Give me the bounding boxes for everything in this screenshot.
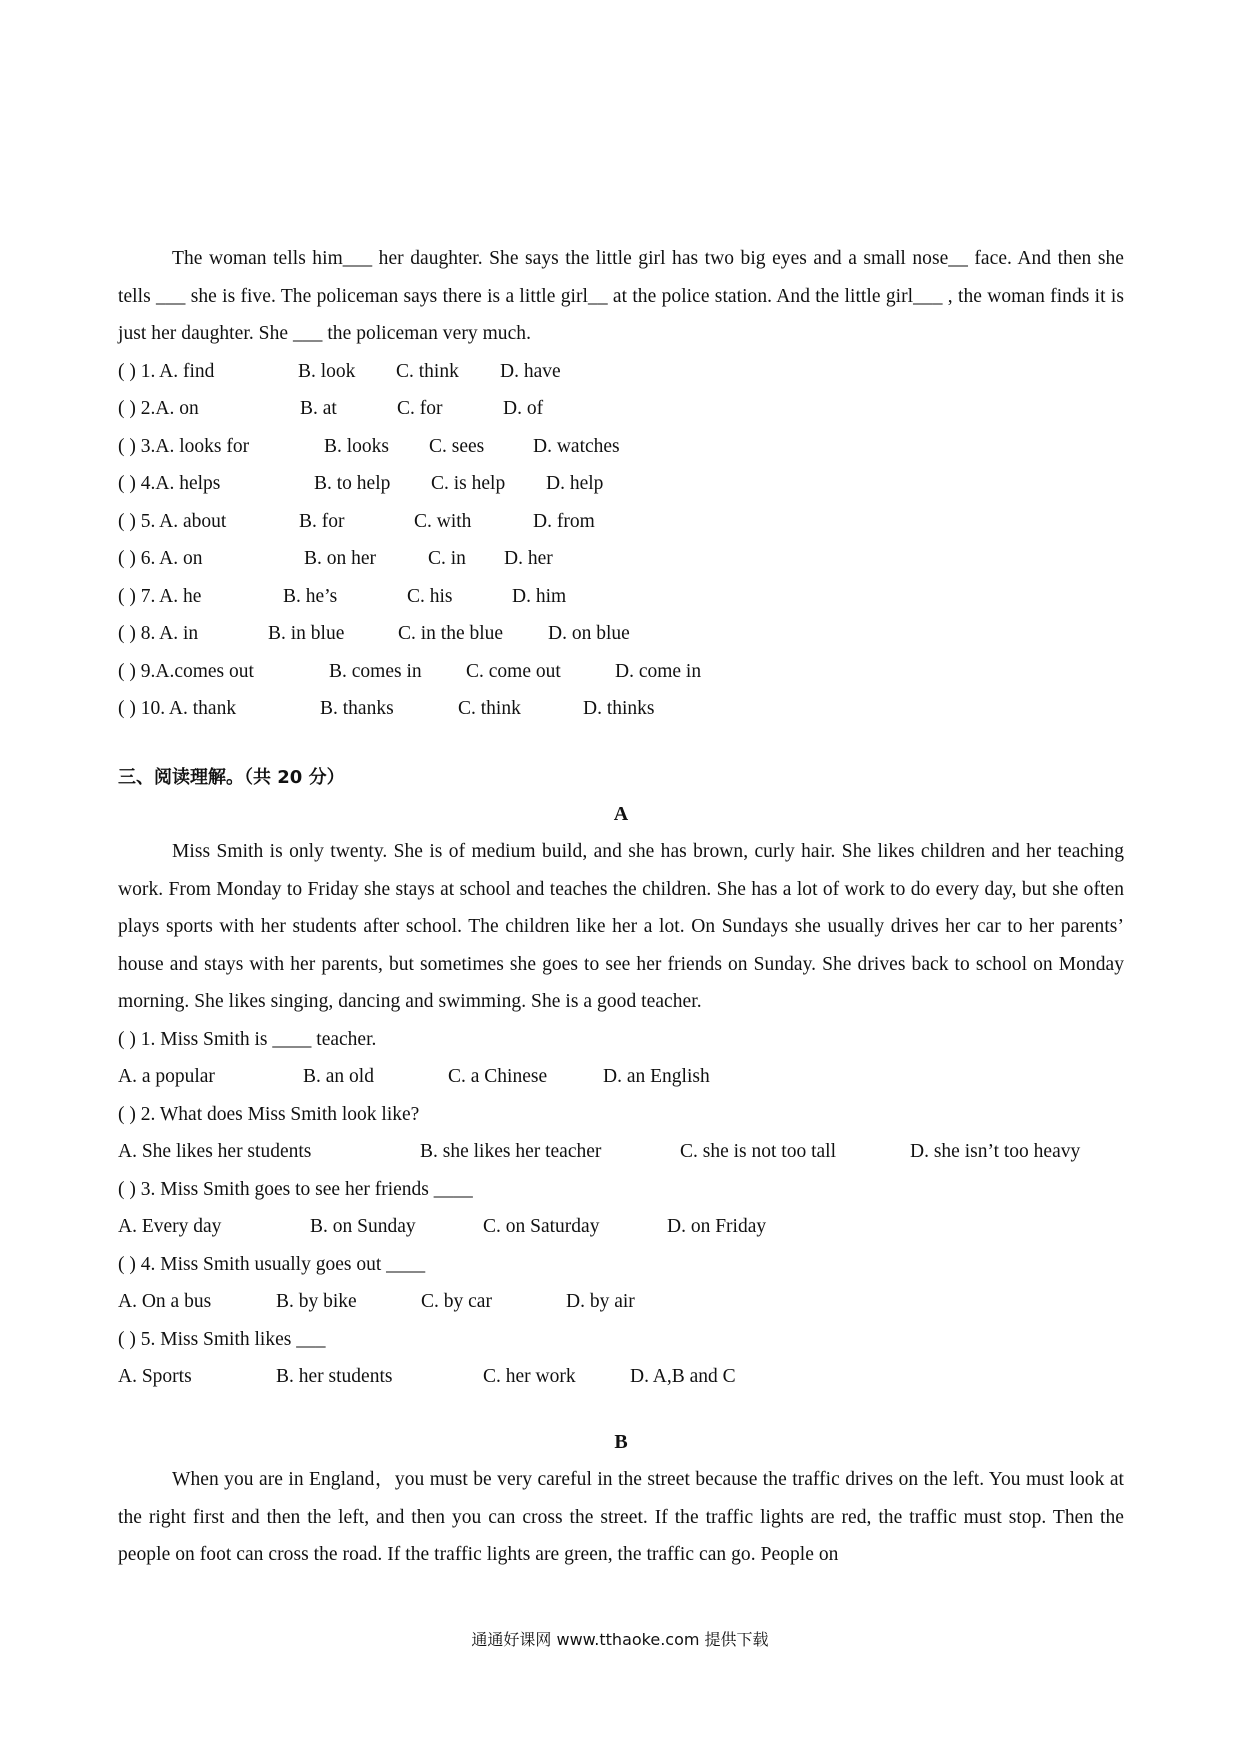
option-c: C. on Saturday — [483, 1216, 600, 1237]
question-stem — [118, 1171, 1124, 1209]
stem-text: ( ) 2. What does Miss Smith look like? — [118, 1103, 420, 1125]
stem-text: ( ) 4. Miss Smith usually goes out ____ — [118, 1253, 426, 1275]
option-d: D. A,B and C — [630, 1366, 736, 1387]
cloze-question — [118, 390, 1124, 428]
option-d: D. thinks — [583, 698, 655, 719]
cloze-question — [118, 615, 1124, 653]
option-b: B. at — [300, 398, 337, 419]
option-d: D. him — [512, 585, 567, 607]
option-c: C. in — [428, 548, 466, 569]
option-a: ( ) 8. A. in — [118, 623, 199, 644]
option-a: ( ) 1. A. find — [118, 360, 215, 382]
cloze-question — [118, 690, 1124, 728]
passage-a-questions — [118, 1021, 1124, 1396]
option-d: D. she isn’t too heavy — [910, 1141, 1081, 1162]
option-a: A. She likes her students — [118, 1141, 312, 1162]
cloze-question — [118, 540, 1124, 578]
option-d: D. from — [533, 510, 595, 532]
option-c: C. come out — [466, 660, 561, 682]
question-stem — [118, 1246, 1124, 1284]
stem-text: ( ) 1. Miss Smith is ____ teacher. — [118, 1028, 377, 1050]
question-options — [118, 1133, 1124, 1171]
page-footer: 通通好课网 www.tthaoke.com 提供下载 — [471, 1630, 769, 1649]
option-a: ( ) 6. A. on — [118, 548, 203, 569]
cloze-question — [118, 653, 1124, 691]
cloze-question — [118, 428, 1124, 466]
option-c: C. in the blue — [398, 623, 504, 644]
option-b: B. on Sunday — [310, 1216, 416, 1237]
option-b: B. on her — [304, 548, 377, 569]
option-c: C. is help — [431, 473, 506, 494]
section-title: 三、阅读理解。（共 20 分） — [118, 766, 345, 788]
document-page — [118, 240, 1124, 1574]
option-b: B. by bike — [276, 1291, 357, 1312]
option-c: C. for — [397, 398, 443, 419]
option-b: B. in blue — [268, 623, 345, 644]
option-b: B. he’s — [283, 585, 338, 607]
passage-a-label: A — [613, 802, 629, 825]
question-options — [118, 1208, 1124, 1246]
option-a: A. Every day — [118, 1216, 222, 1237]
cloze-question-list — [118, 353, 1124, 728]
option-b: B. her students — [276, 1366, 393, 1387]
option-d: D. come in — [615, 660, 702, 682]
option-a: A. a popular — [118, 1066, 215, 1087]
option-b: B. look — [298, 360, 356, 382]
option-d: D. of — [503, 398, 544, 419]
option-a: ( ) 2.A. on — [118, 398, 199, 419]
question-stem — [118, 1021, 1124, 1059]
option-a: A. Sports — [118, 1366, 192, 1387]
option-b: B. to help — [314, 473, 391, 494]
cloze-question — [118, 578, 1124, 616]
option-d: D. an English — [603, 1066, 710, 1087]
option-a: ( ) 5. A. about — [118, 510, 227, 532]
stem-text: ( ) 3. Miss Smith goes to see her friends ____ — [118, 1178, 473, 1200]
option-a: ( ) 9.A.comes out — [118, 660, 254, 682]
cloze-question — [118, 465, 1124, 503]
question-stem — [118, 1096, 1124, 1134]
cloze-question — [118, 503, 1124, 541]
option-c: C. his — [407, 585, 453, 607]
option-a: ( ) 10. A. thank — [118, 698, 237, 719]
option-a: ( ) 7. A. he — [118, 585, 202, 607]
stem-text: ( ) 5. Miss Smith likes ___ — [118, 1328, 326, 1350]
question-options — [118, 1058, 1124, 1096]
question-options — [118, 1283, 1124, 1321]
option-d: D. have — [500, 360, 561, 382]
option-b: B. thanks — [320, 698, 394, 719]
option-d: D. her — [504, 548, 553, 569]
option-d: D. watches — [533, 435, 620, 457]
passage-a-text: Miss Smith is only twenty. She is of medium build, and she has brown, curly hair. She likes children and her teaching work. From Monday to Friday she stays at school and teaches the children. She has a lot of work to do every day, but she often plays sports with her students after school. The children like her a lot. On Sundays she usually drives her car to her parents’ house and stays with her parents, but sometimes she goes to see her friends on Sunday. She drives back to school on Monday morning. She likes singing, dancing and swimming. She is a good teacher. — [118, 841, 1124, 1012]
option-c: C. she is not too tall — [680, 1141, 836, 1162]
option-d: D. help — [546, 473, 604, 494]
option-c: C. by car — [421, 1291, 492, 1312]
option-c: C. a Chinese — [448, 1066, 548, 1087]
passage-b-text: When you are in England，you must be very careful in the street because the traffic drives on the left. You must look at the right first and then the left, and then you can cross the street. If the traffic lights are red, the traffic must stop. Then the people on foot can cross the road. If the traffic lights are green, the traffic can go. People on — [118, 1469, 1124, 1565]
option-b: B. an old — [303, 1066, 374, 1087]
question-stem — [118, 1321, 1124, 1359]
question-options — [118, 1358, 1124, 1396]
option-c: C. with — [414, 510, 472, 532]
option-b: B. looks — [324, 435, 390, 457]
option-a: ( ) 4.A. helps — [118, 473, 221, 494]
option-c: C. think — [396, 360, 459, 382]
option-c: C. sees — [429, 435, 485, 457]
cloze-passage: The woman tells him___ her daughter. She says the little girl has two big eyes and a small nose__ face. And then she tells ___ she is five. The policeman says there is a little girl__ at the police station. And the little girl___ , the woman finds it is just her daughter. She ___ the policeman very much. — [118, 248, 1124, 344]
option-b: B. she likes her teacher — [420, 1141, 602, 1162]
option-d: D. on blue — [548, 623, 630, 644]
passage-b-label: B — [614, 1430, 628, 1453]
option-d: D. on Friday — [667, 1216, 767, 1237]
option-b: B. for — [299, 510, 345, 532]
option-b: B. comes in — [329, 660, 422, 682]
option-c: C. think — [458, 698, 521, 719]
option-d: D. by air — [566, 1291, 635, 1312]
option-a: ( ) 3.A. looks for — [118, 435, 250, 457]
option-a: A. On a bus — [118, 1291, 212, 1312]
option-c: C. her work — [483, 1366, 576, 1387]
cloze-question — [118, 353, 1124, 391]
